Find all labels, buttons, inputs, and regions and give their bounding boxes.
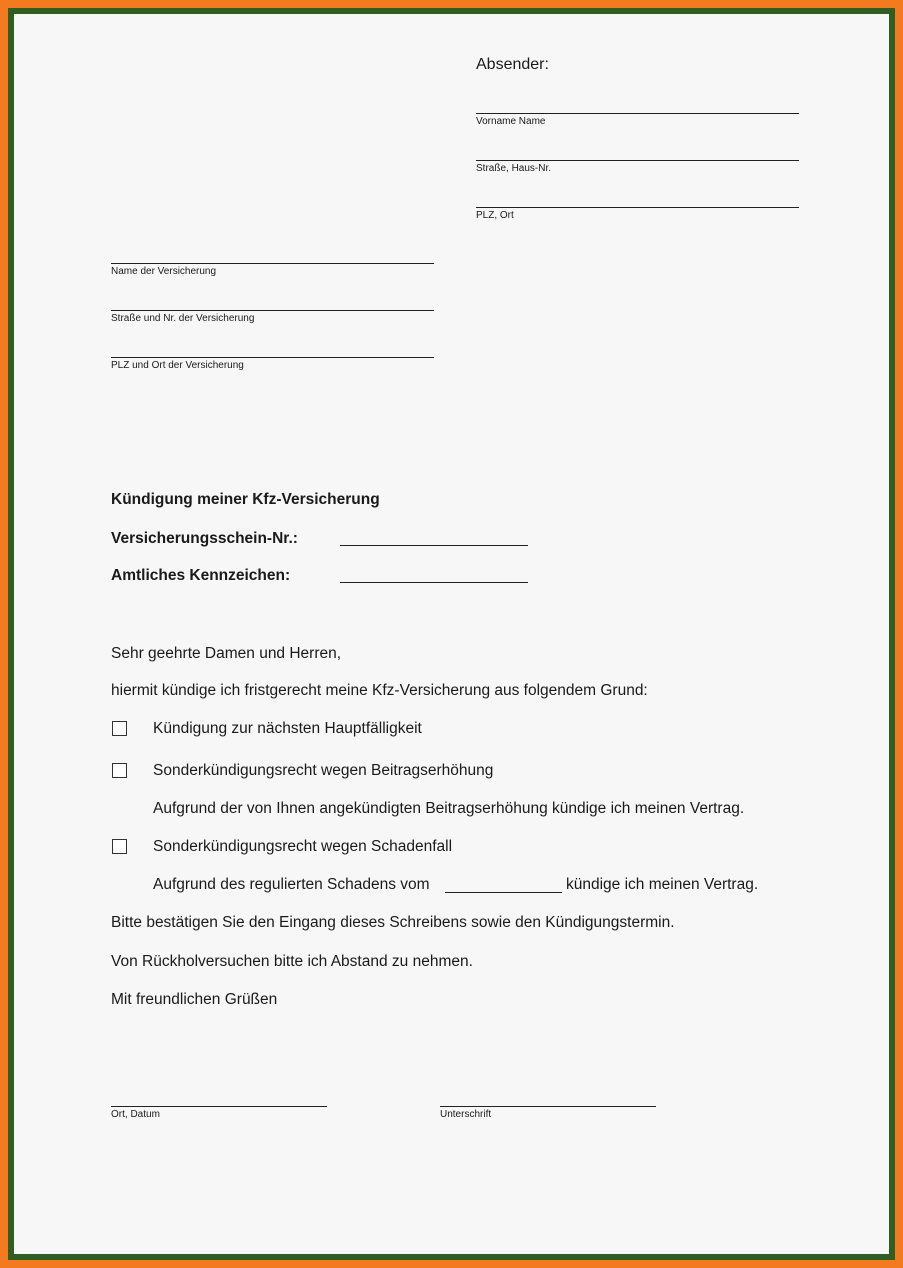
insurer-name-label: Name der Versicherung bbox=[111, 266, 217, 277]
insurer-street-line[interactable] bbox=[111, 310, 434, 311]
policy-number-field[interactable] bbox=[340, 545, 528, 546]
checkbox-main-due-date[interactable] bbox=[112, 721, 127, 736]
no-retention-request: Von Rückholversuchen bitte ich Abstand zu nehmen. bbox=[111, 953, 473, 970]
sender-city-line[interactable] bbox=[476, 207, 799, 208]
signature-line[interactable] bbox=[440, 1106, 656, 1107]
sender-street-label: Straße, Haus-Nr. bbox=[476, 163, 552, 174]
signature-label: Unterschrift bbox=[440, 1109, 492, 1120]
checkbox-damage-claim[interactable] bbox=[112, 839, 127, 854]
sender-street-line[interactable] bbox=[476, 160, 799, 161]
damage-detail-before: Aufgrund des regulierten Schadens vom bbox=[153, 876, 430, 893]
subject-title: Kündigung meiner Kfz-Versicherung bbox=[111, 491, 380, 508]
license-plate-field[interactable] bbox=[340, 582, 528, 583]
checkbox-premium-increase[interactable] bbox=[112, 763, 127, 778]
insurer-city-line[interactable] bbox=[111, 357, 434, 358]
salutation: Sehr geehrte Damen und Herren, bbox=[111, 645, 342, 662]
closing: Mit freundlichen Grüßen bbox=[111, 991, 278, 1008]
confirmation-request: Bitte bestätigen Sie den Eingang dieses Schreibens sowie den Kündigungstermin. bbox=[111, 914, 675, 931]
sender-name-line[interactable] bbox=[476, 113, 799, 114]
policy-number-label: Versicherungsschein-Nr.: bbox=[111, 530, 298, 547]
letter-page bbox=[14, 14, 889, 1254]
intro-text: hiermit kündige ich fristgerecht meine Kfz-Versicherung aus folgendem Grund: bbox=[111, 682, 648, 699]
damage-date-field[interactable] bbox=[445, 892, 562, 893]
damage-detail-after: kündige ich meinen Vertrag. bbox=[566, 876, 759, 893]
license-plate-label: Amtliches Kennzeichen: bbox=[111, 567, 291, 584]
insurer-city-label: PLZ und Ort der Versicherung bbox=[111, 360, 244, 371]
place-date-label: Ort, Datum bbox=[111, 1109, 160, 1120]
insurer-street-label: Straße und Nr. der Versicherung bbox=[111, 313, 255, 324]
option-premium-increase: Sonderkündigungsrecht wegen Beitragserhöhung bbox=[153, 762, 494, 779]
place-date-line[interactable] bbox=[111, 1106, 327, 1107]
option-main-due-date: Kündigung zur nächsten Hauptfälligkeit bbox=[153, 720, 422, 737]
sender-name-label: Vorname Name bbox=[476, 116, 546, 127]
sender-heading: Absender: bbox=[476, 56, 549, 73]
option-damage-claim: Sonderkündigungsrecht wegen Schadenfall bbox=[153, 838, 453, 855]
insurer-name-line[interactable] bbox=[111, 263, 434, 264]
premium-increase-detail: Aufgrund der von Ihnen angekündigten Beitragserhöhung kündige ich meinen Vertrag. bbox=[153, 800, 745, 817]
sender-city-label: PLZ, Ort bbox=[476, 210, 514, 221]
